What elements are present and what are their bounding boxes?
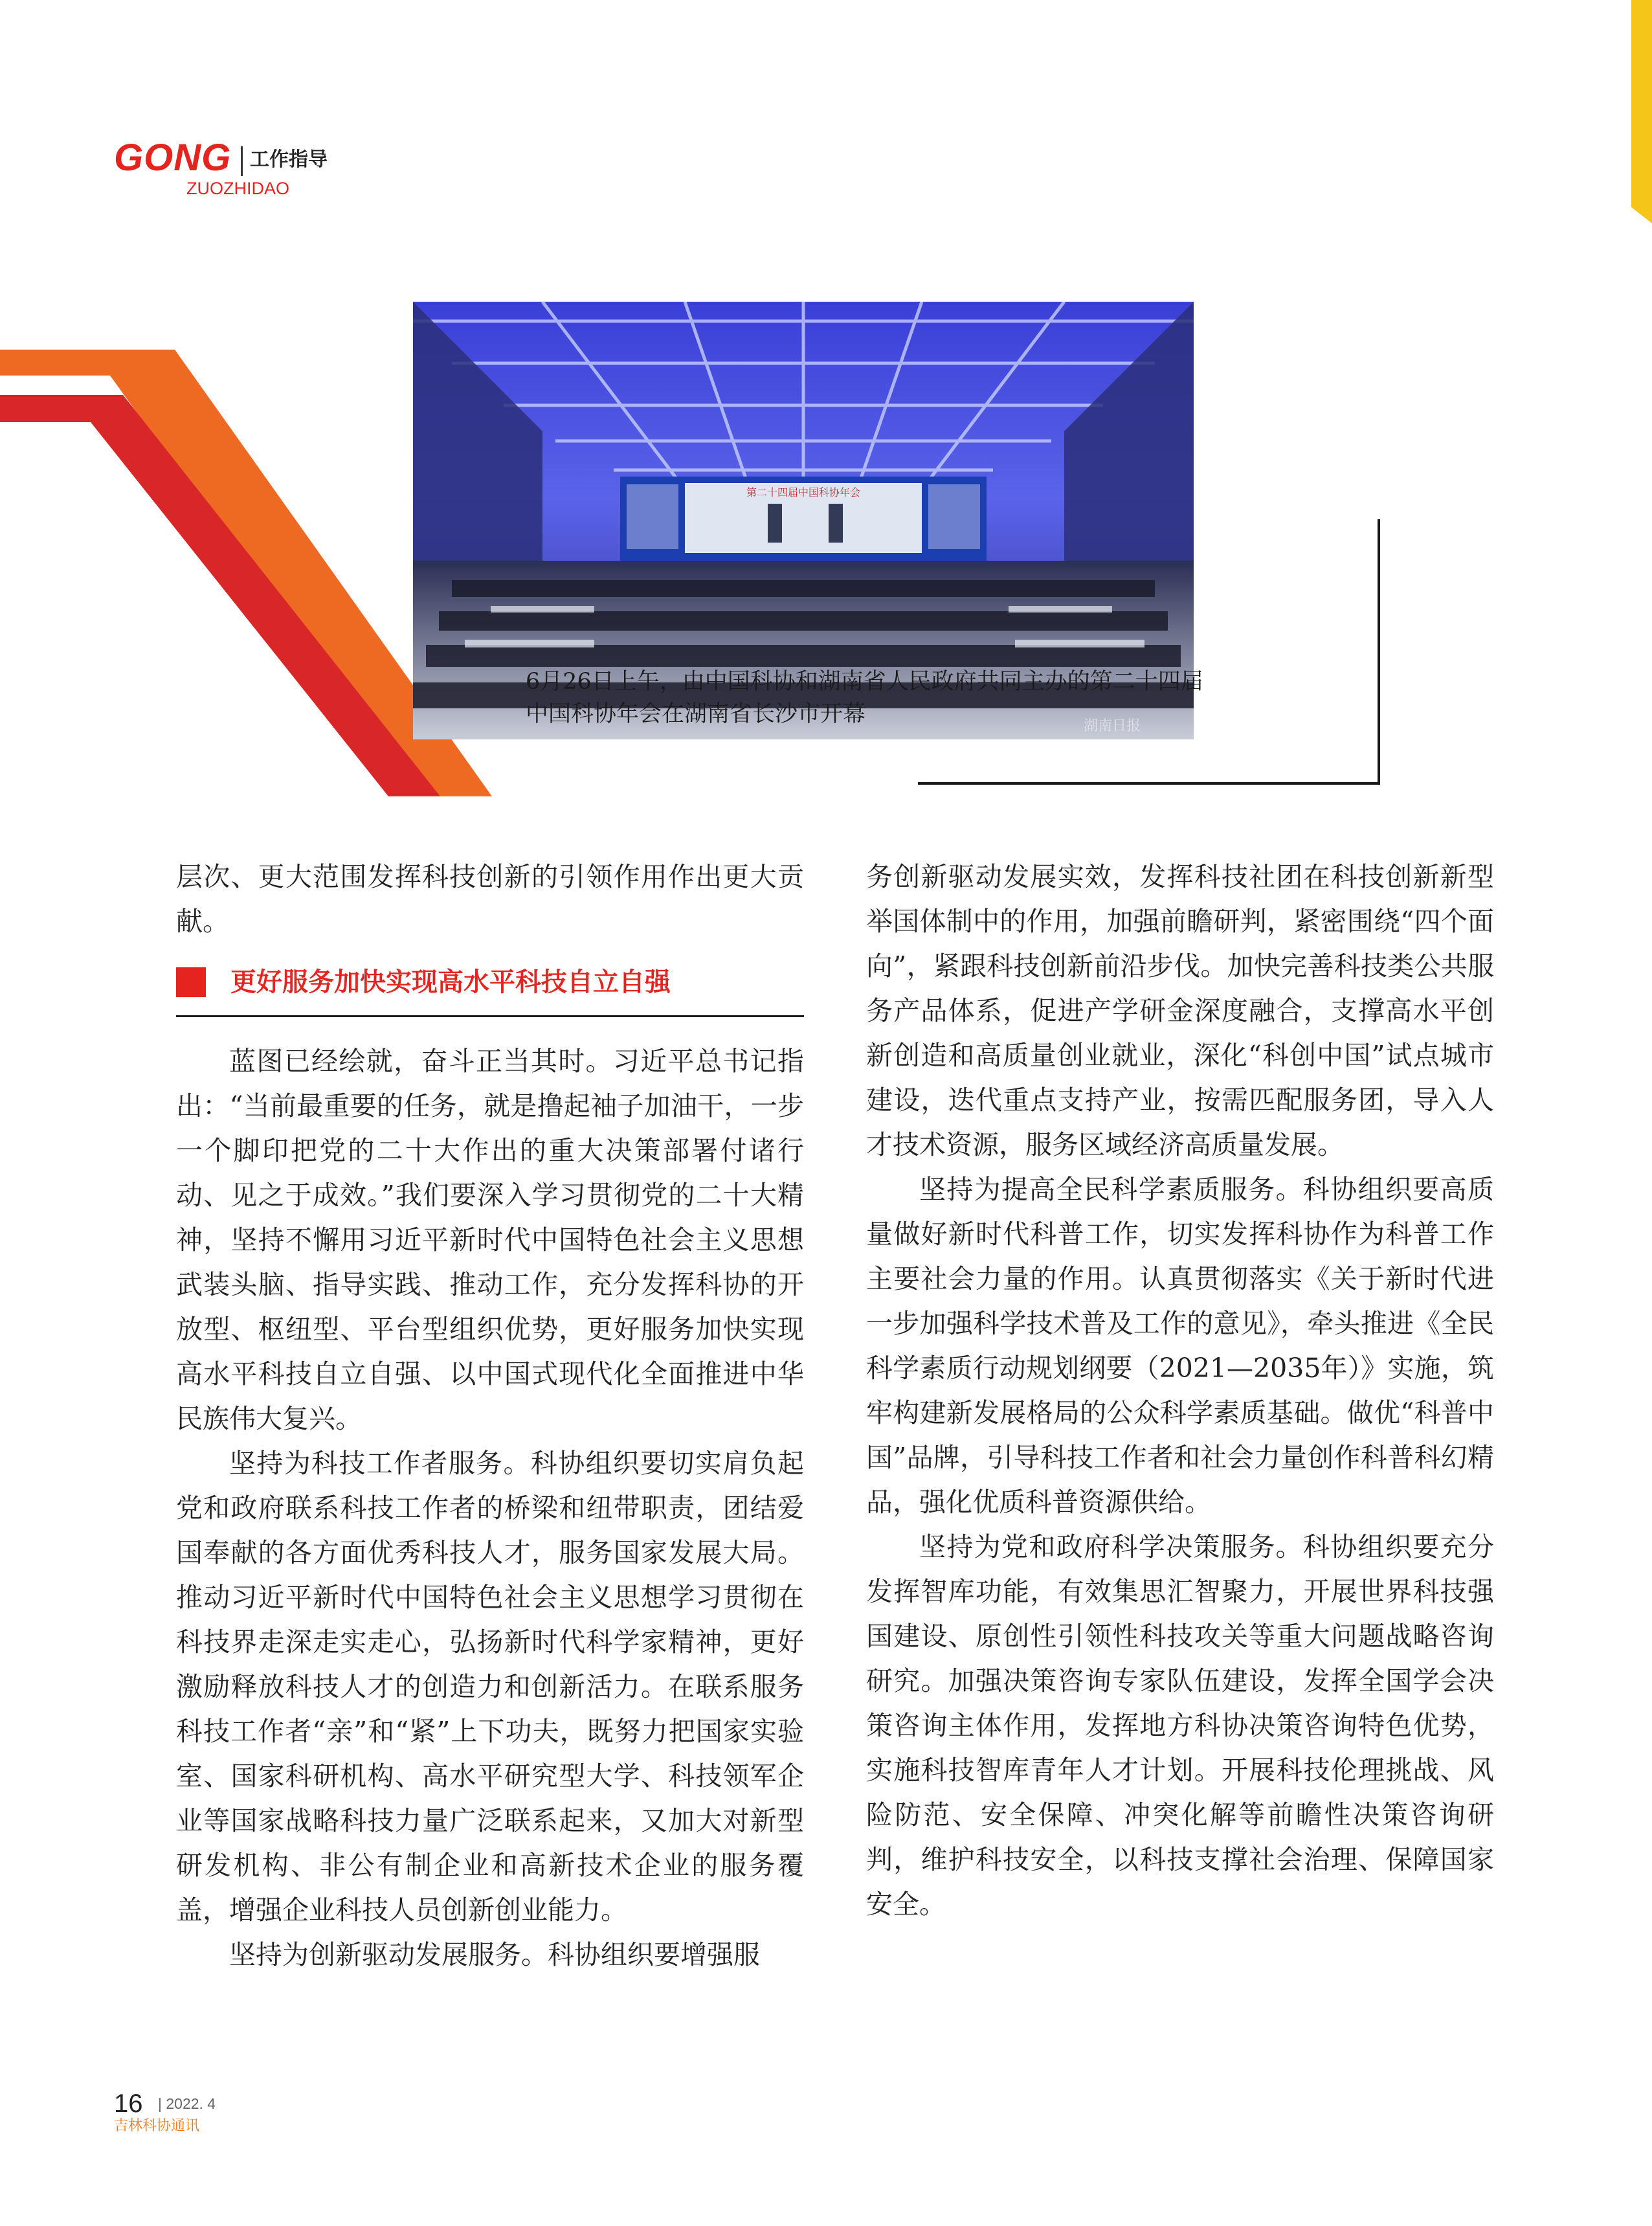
logo-divider (241, 146, 243, 176)
section-heading (176, 950, 804, 1015)
section-subtitle: ZUOZHIDAO (186, 179, 289, 198)
caption-bracket-horizontal (918, 782, 1380, 785)
left-column (176, 855, 804, 1977)
caption-line: 中国科协年会在湖南省长沙市开幕 (526, 701, 866, 727)
paragraph: 坚持为提高全民科学素质服务。科协组织要高质量做好新时代科普工作，切实发挥科协作为科普工作主要社会力量的作用。认真贯彻落实《关于新时代进一步加强科学技术普及工作的意见》，牵头推进《全民科学素质行动规划纲要（2021—2035年）》实施，筑牢构建新发展格局的公众科学素质基础。做优“科普中国”品牌，引导科技工作者和社会力量创作科普科幻精品，强化优质科普资源供给。 (866, 1174, 1494, 1518)
section-logo (114, 137, 502, 202)
issue-date: | 2022. 4 (158, 2095, 216, 2112)
section-heading-text: 更好服务加快实现高水平科技自立自强 (230, 967, 671, 997)
journal-name: 吉林科协通讯 (114, 2118, 200, 2134)
paragraph: 坚持为党和政府科学决策服务。科协组织要充分发挥智库功能，有效集思汇智聚力，开展世界科技强国建设、原创性引领性科技攻关等重大问题战略咨询研究。加强决策咨询专家队伍建设，发挥全国学会决策咨询主体作用，发挥地方科协决策咨询特色优势，实施科技智库青年人才计划。开展科技伦理挑战、风险防范、安全保障、冲突化解等前瞻性决策咨询研判，维护科技安全，以科技支撑社会治理、保障国家安全。 (866, 1531, 1494, 1920)
paragraph: 务创新驱动发展实效，发挥科技社团在科技创新新型举国体制中的作用，加强前瞻研判，紧密围绕“四个面向”，紧跟科技创新前沿步伐。加快完善科技类公共服务产品体系，促进产学研金深度融合，支撑高水平创新创造和高质量创业就业，深化“科创中国”试点城市建设，迭代重点支持产业，按需匹配服务团，导入人才技术资源，服务区域经济高质量发展。 (866, 861, 1494, 1160)
edge-accent (1631, 0, 1652, 223)
paragraph: 坚持为科技工作者服务。科协组织要切实肩负起党和政府联系科技工作者的桥梁和纽带职责，团结爱国奉献的各方面优秀科技人才，服务国家发展大局。推动习近平新时代中国特色社会主义思想学习贯彻在科技界走深走实走心，弘扬新时代科学家精神，更好激励释放科技人才的创造力和创新活力。在联系服务科技工作者“亲”和“紧”上下功夫，既努力把国家实验室、国家科研机构、高水平研究型大学、科技领军企业等国家战略科技力量广泛联系起来，又加大对新型研发机构、非公有制企业和高新技术企业的服务覆盖，增强企业科技人员创新创业能力。 (176, 1448, 804, 1926)
photo-caption (526, 666, 1367, 730)
section-title: 工作指导 (250, 148, 328, 171)
paragraph: 坚持为创新驱动发展服务。科协组织要增强服 (229, 1939, 760, 1970)
logo-text: GONG (114, 137, 232, 179)
caption-bracket-vertical (1378, 519, 1380, 785)
paragraph-intro: 层次、更大范围发挥科技创新的引领作用作出更大贡献。 (176, 861, 804, 937)
right-column (866, 855, 1494, 1927)
caption-line: 6月26日上午，由中国科协和湖南省人民政府共同主办的第二十四届 (526, 669, 1203, 695)
page-number: 16 (114, 2089, 143, 2118)
heading-marker (176, 967, 206, 997)
photo-watermark: 湖南日报 (1083, 718, 1141, 734)
heading-rule (176, 1015, 804, 1017)
paragraph: 蓝图已经绘就，奋斗正当其时。习近平总书记指出：“当前最重要的任务，就是撸起袖子加油干，一步一个脚印把党的二十大作出的重大决策部署付诸行动、见之于成效。”我们要深入学习贯彻党的二十大精神，坚持不懈用习近平新时代中国特色社会主义思想武装头脑、指导实践、推动工作，充分发挥科协的开放型、枢纽型、平台型组织优势，更好服务加快实现高水平科技自立自强、以中国式现代化全面推进中华民族伟大复兴。 (176, 1046, 804, 1434)
stage-screen-text: 第二十四届中国科协年会 (746, 486, 861, 499)
